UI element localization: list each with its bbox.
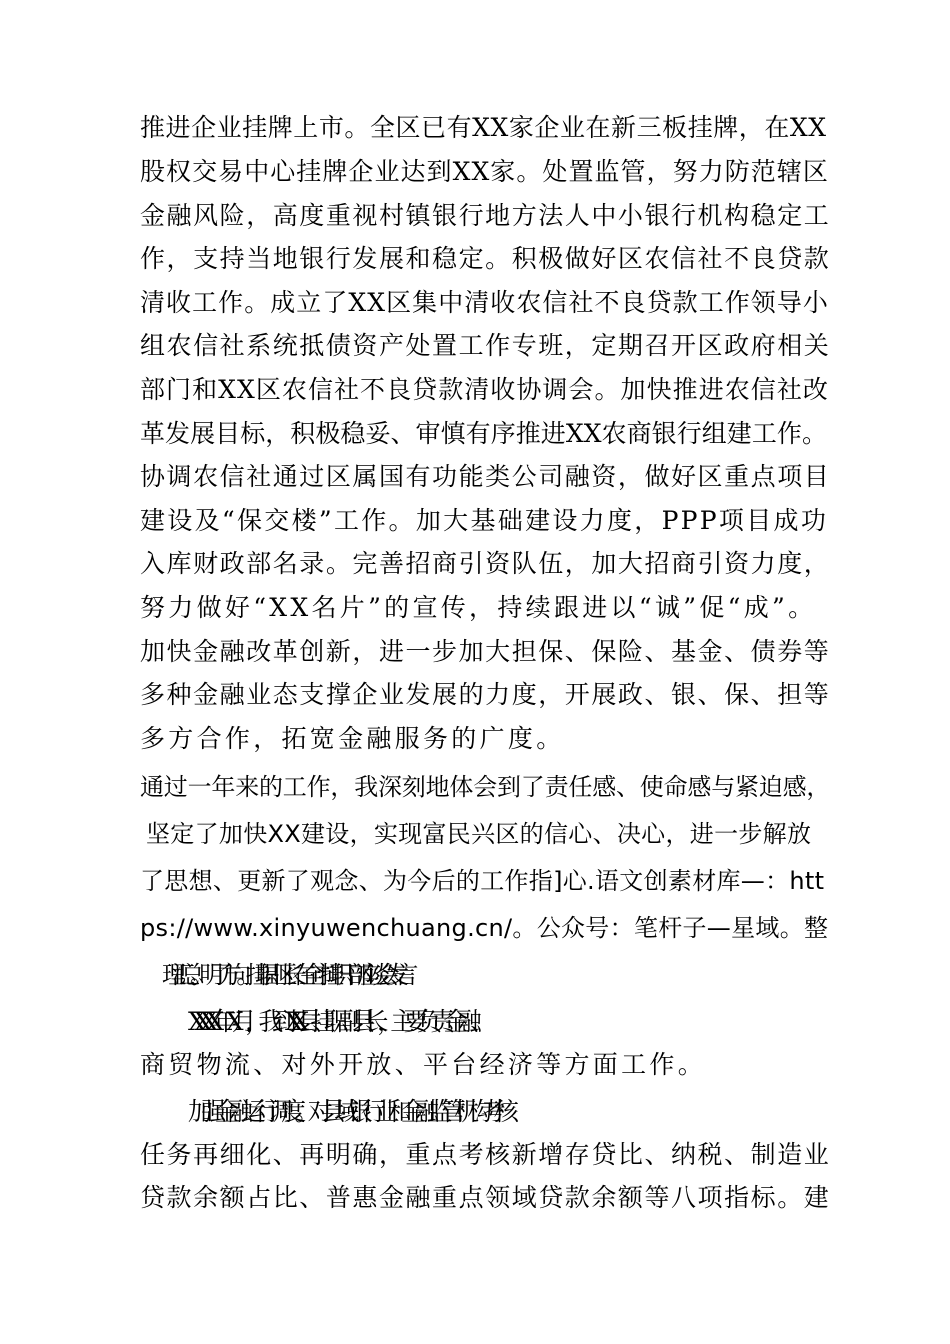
text-line: 股权交易中心挂牌企业达到XX家。处置监管，努力防范辖区 — [140, 157, 829, 186]
text-line: 建设及“保交楼”工作。加大基础建设力度，PPP项目成功 — [140, 506, 829, 535]
text-line: 作，支持当地银行发展和稳定。积极做好区农信社不良贷款 — [140, 244, 831, 273]
text-line: 多方合作，拓宽金融服务的广度。 — [140, 724, 565, 753]
text-line: 革发展目标，积极稳妥、审慎有序推进XX农商银行组建工作。 — [140, 419, 827, 448]
text-line: 通过一年来的工作，我深刻地体会到了责任感、使命感与紧迫感， — [140, 773, 831, 801]
text-line: 加强金融运行调度。对县域银行业和金融监管机构考核 — [188, 1097, 508, 1126]
text-line: 入库财政部名录。完善招商引资队伍，加大招商引资力度， — [140, 549, 831, 578]
text-line: 了思想、更新了观念、为今后的工作指]心.语文创素材库—：htt — [140, 867, 825, 895]
text-line: 推进企业挂牌上市。全区已有XX家企业在新三板挂牌，在XX — [140, 113, 827, 142]
text-line: 贷款余额占比、普惠金融重点领域贷款余额等八项指标。建 — [140, 1183, 831, 1212]
text-line: 金融风险，高度重视村镇银行地方法人中小银行机构稳定工 — [140, 201, 831, 230]
text-line: XXXX年X月，我到XX县挂职副县长，主要负责金融、 — [188, 1007, 484, 1036]
text-line: ps://www.xinyuwenchuang.cn/。公众号：笔杆子—星域。整 — [140, 914, 829, 942]
text-line: 部门和XX区农信社不良贷款清收协调会。加快推进农信社改 — [140, 375, 829, 404]
text-line: 努力做好“XX名片”的宣传，持续跟进以“诚”促“成”。 — [140, 593, 817, 622]
text-line: 商贸物流、对外开放、平台经济等方面工作。 — [140, 1050, 707, 1079]
text-line: 多种金融业态支撑企业发展的力度，开展政、银、保、担等 — [140, 680, 831, 709]
text-line: 坚定了加快XX建设，实现富民兴区的信心、决心，进一步解放 — [146, 820, 812, 848]
text-line: 理汇总。明了方向。挂职副区长在全市挂职干部座谈会发言 — [162, 961, 404, 989]
text-line: 任务再细化、再明确，重点考核新增存贷比、纳税、制造业 — [140, 1140, 831, 1169]
text-line: 组农信社系统抵债资产处置工作专班，定期召开区政府相关 — [140, 331, 831, 360]
text-line: 清收工作。成立了XX区集中清收农信社不良贷款工作领导小 — [140, 288, 829, 317]
text-line: 协调农信社通过区属国有功能类公司融资，做好区重点项目 — [140, 462, 831, 491]
text-line: 加快金融改革创新，进一步加大担保、保险、基金、债券等 — [140, 637, 831, 666]
